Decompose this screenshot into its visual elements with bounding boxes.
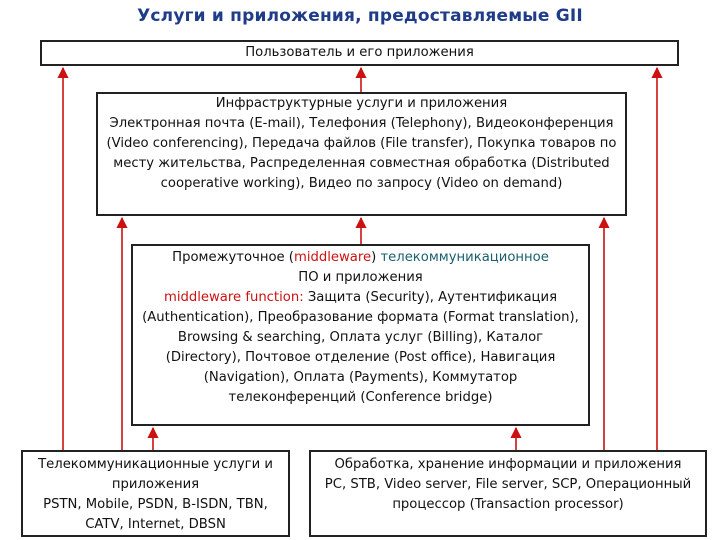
processing-title: Обработка, хранение информации и приложения (334, 457, 682, 472)
telecom-title: Телекоммуникационные услуги и приложения (38, 457, 273, 492)
middleware-body: Защита (Security), Аутентификация (Authentication), Преобразование формата (Format translation), Browsing & searching, Оплата услуг (Billing), Каталог (Directory), Почтовое отделение (Post office), Навигация (Navigation), Оплата (Payments), Коммутатор телеконференций (Conference bridge) (142, 290, 579, 405)
middleware-box (131, 244, 590, 426)
middleware-title-mid: ) (371, 250, 381, 265)
telecom-body: PSTN, Mobile, PSDN, B-ISDN, TBN, CATV, Internet, DBSN (43, 497, 268, 532)
processing-body: PC, STB, Video server, File server, SCP, Операционный процессор (Transaction processor) (324, 477, 692, 512)
user-apps-title: Пользователь и его приложения (245, 45, 474, 60)
middleware-title-pre: Промежуточное ( (172, 250, 294, 265)
infrastructure-title: Инфраструктурные услуги и приложения (215, 96, 508, 111)
middleware-function-label: middleware function: (163, 290, 304, 305)
user-apps-box (40, 40, 679, 66)
middleware-title-teal: телекоммуникационное (380, 250, 549, 265)
infrastructure-services-box (96, 92, 627, 216)
middleware-keyword: middleware (293, 250, 372, 265)
infrastructure-body: Электронная почта (E-mail), Телефония (Telephony), Видеоконференция (Video conferencing), Передача файлов (File transfer), Покупка товаров по месту жительства, Распределенная совместная обработка (Distributed cooperative working), Видео по запросу (Video on demand) (106, 116, 617, 191)
telecom-services-box (21, 450, 290, 537)
middleware-title-post: ПО и приложения (298, 270, 423, 285)
processing-storage-box (309, 450, 707, 537)
diagram-title: Услуги и приложения, предоставляемые GII (137, 6, 583, 26)
